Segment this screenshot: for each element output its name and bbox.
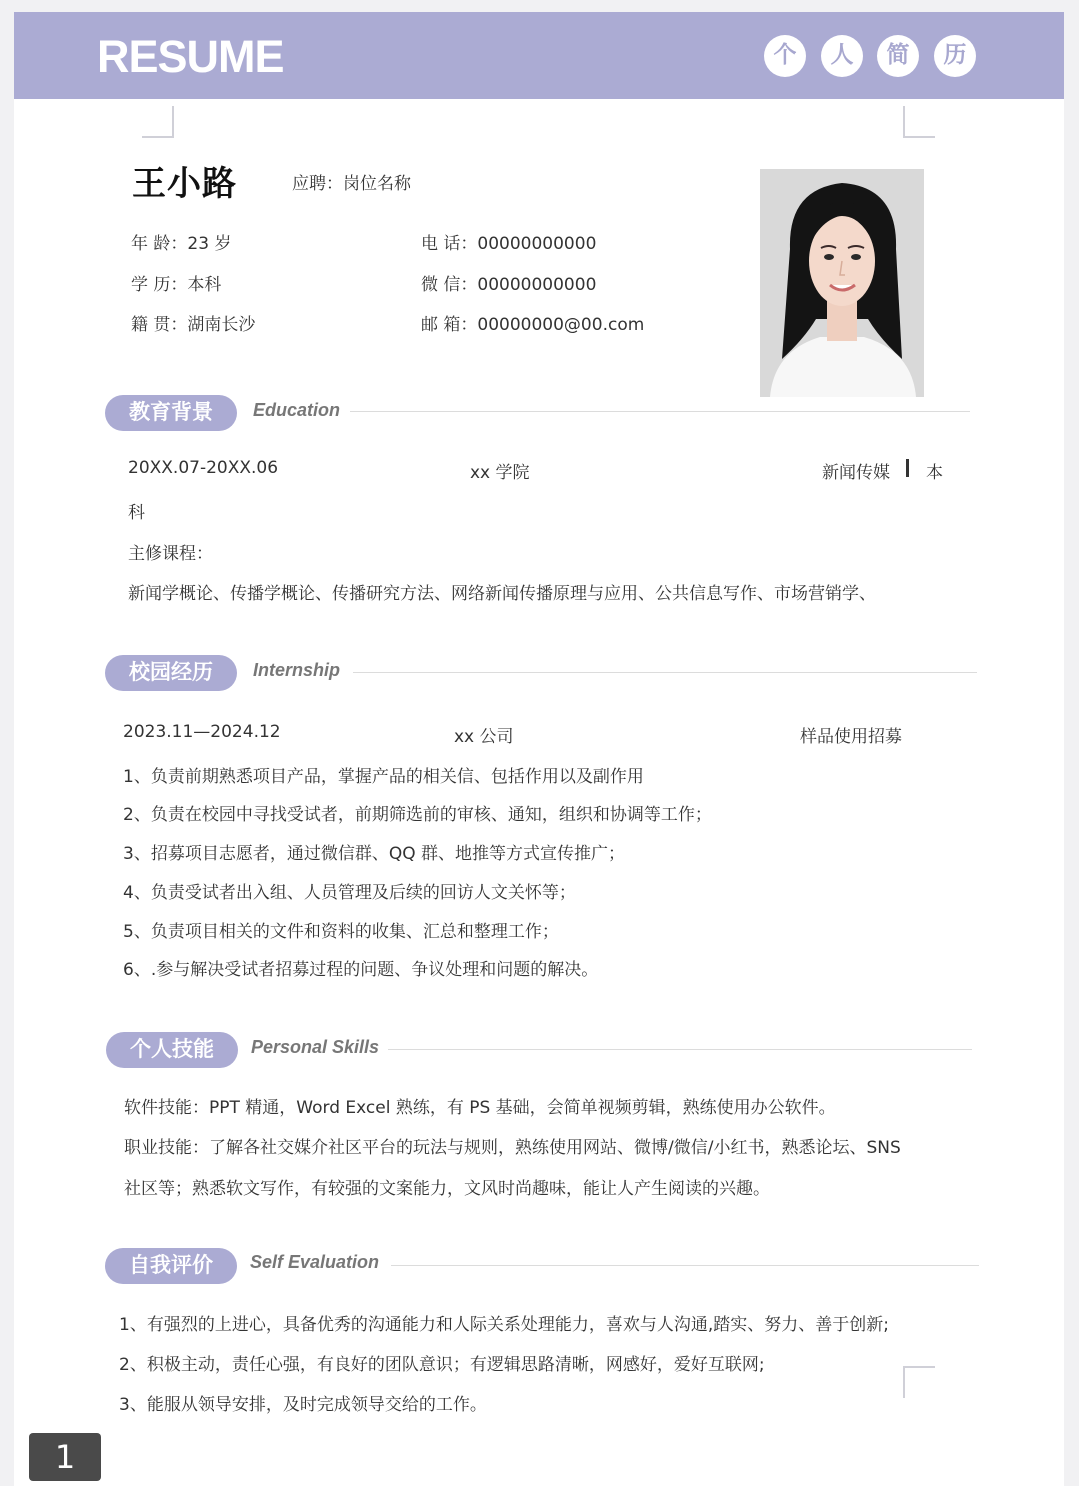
info-hometown: 籍 贯：湖南长沙 <box>131 315 256 335</box>
skills-line: 软件技能：PPT 精通，Word Excel 熟练，有 PS 基础，会简单视频剪辑，熟练使用办公软件。 <box>124 1098 836 1118</box>
skills-line: 职业技能：了解各社交媒介社区平台的玩法与规则，熟练使用网站、微博/微信/小红书，熟悉论坛、SNS <box>124 1138 901 1158</box>
section-divider <box>353 672 977 673</box>
campus-item: 3、招募项目志愿者，通过微信群、QQ 群、地推等方式宣传推广； <box>123 844 625 864</box>
campus-item: 2、负责在校园中寻找受试者，前期筛选前的审核、通知，组织和协调等工作； <box>123 805 712 825</box>
campus-item: 5、负责项目相关的文件和资料的收集、汇总和整理工作； <box>123 922 559 942</box>
header-circle-1: 个 <box>764 35 806 77</box>
section-education-title: 教育背景 <box>105 395 237 431</box>
campus-role: 样品使用招募 <box>800 727 902 747</box>
corner-mark-bottom-right <box>903 1366 935 1398</box>
campus-item: 4、负责受试者出入组、人员管理及后续的回访人文关怀等； <box>123 883 576 903</box>
self-eval-item: 2、积极主动，责任心强，有良好的团队意识；有逻辑思路清晰，网感好，爱好互联网; <box>119 1355 765 1375</box>
education-degree: 本 <box>926 463 943 483</box>
profile-photo <box>760 169 924 397</box>
section-campus-title: 校园经历 <box>105 655 237 691</box>
section-self-eval-title: 自我评价 <box>105 1248 237 1284</box>
separator-bar <box>906 459 909 477</box>
section-divider <box>350 411 970 412</box>
campus-item: 1、负责前期熟悉项目产品，掌握产品的相关信、包括作用以及副作用 <box>123 767 644 787</box>
header-circle-4: 历 <box>934 35 976 77</box>
campus-period: 2023.11—2024.12 <box>123 722 281 742</box>
section-self-eval-subtitle: Self Evaluation <box>250 1252 380 1272</box>
education-major: 新闻传媒 <box>822 463 890 483</box>
section-divider <box>391 1265 979 1266</box>
education-degree-cont: 科 <box>128 503 145 523</box>
corner-mark-top-left <box>142 106 174 138</box>
campus-company: xx 公司 <box>454 727 514 747</box>
education-school: xx 学院 <box>470 463 530 483</box>
info-email: 邮 箱：00000000@00.com <box>421 315 645 335</box>
section-skills-title: 个人技能 <box>106 1032 238 1068</box>
info-age: 年 龄：23 岁 <box>131 234 232 254</box>
info-wechat: 微 信：00000000000 <box>421 275 597 295</box>
info-phone: 电 话：00000000000 <box>421 234 597 254</box>
self-eval-item: 1、有强烈的上进心，具备优秀的沟通能力和人际关系处理能力，喜欢与人沟通,踏实、努力、善于创新; <box>119 1315 889 1335</box>
header-circle-2: 人 <box>821 35 863 77</box>
courses-label: 主修课程： <box>128 544 213 564</box>
campus-item: 6、.参与解决受试者招募过程的问题、争议处理和问题的解决。 <box>123 960 599 980</box>
section-campus-subtitle: Internship <box>253 660 341 680</box>
apply-position: 应聘：岗位名称 <box>292 174 411 194</box>
courses-list: 新闻学概论、传播学概论、传播研究方法、网络新闻传播原理与应用、公共信息写作、市场营销学、 <box>128 584 876 604</box>
section-education-subtitle: Education <box>253 400 341 420</box>
info-education: 学 历：本科 <box>131 275 222 295</box>
header-circle-3: 简 <box>877 35 919 77</box>
education-period: 20XX.07-20XX.06 <box>128 458 279 478</box>
section-divider <box>388 1049 972 1050</box>
page-number-badge: 1 <box>29 1433 101 1481</box>
self-eval-item: 3、能服从领导安排，及时完成领导交给的工作。 <box>119 1395 487 1415</box>
section-skills-subtitle: Personal Skills <box>251 1037 380 1057</box>
corner-mark-top-right <box>903 106 935 138</box>
candidate-name: 王小路 <box>132 164 237 204</box>
skills-line: 社区等；熟悉软文写作，有较强的文案能力，文风时尚趣味，能让人产生阅读的兴趣。 <box>124 1179 770 1199</box>
resume-title: RESUME <box>97 31 284 82</box>
